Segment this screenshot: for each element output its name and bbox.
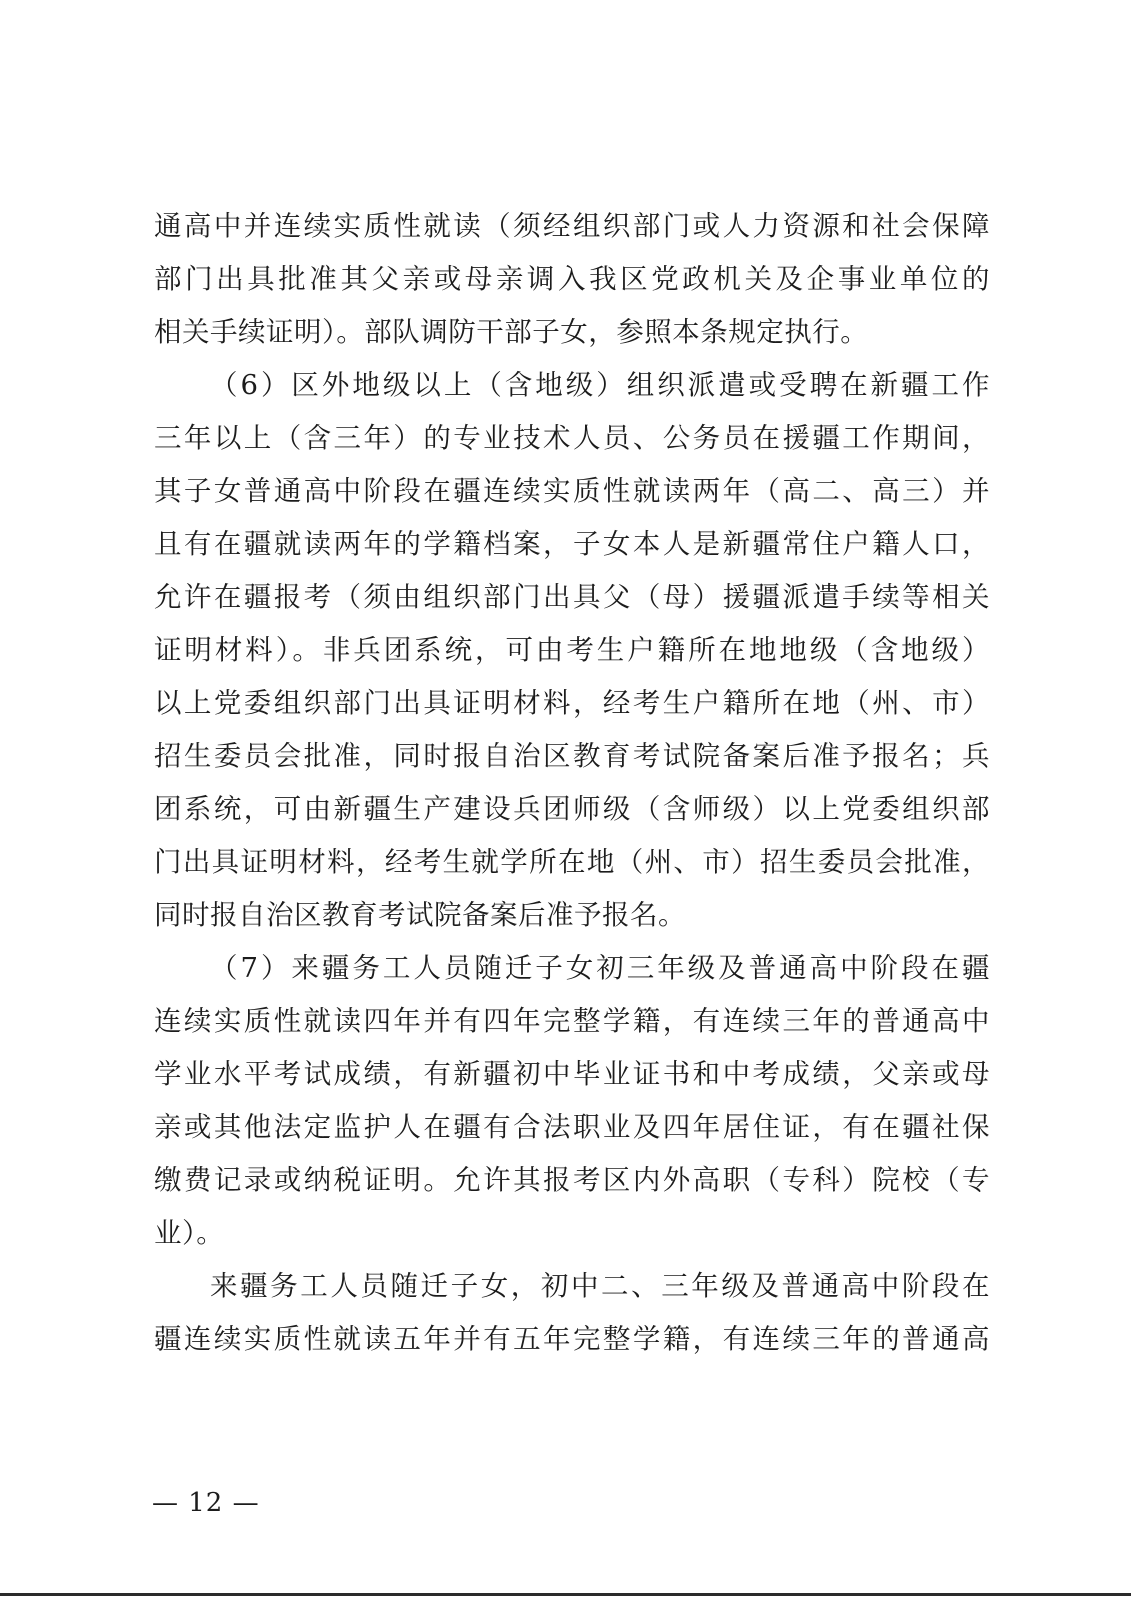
text-line: 三年以上（含三年）的专业技术人员、公务员在援疆工作期间， (154, 422, 990, 454)
text-line: 缴费记录或纳税证明。允许其报考区内外高职（专科）院校（专 (154, 1164, 990, 1196)
text-line: 业）。 (154, 1217, 225, 1249)
paragraph-7-first-line: （7）来疆务工人员随迁子女初三年级及普通高中阶段在疆 (210, 952, 990, 984)
text-line: 以上党委组织部门出具证明材料，经考生户籍所在地（州、市） (154, 687, 990, 719)
text-line: 连续实质性就读四年并有四年完整学籍，有连续三年的普通高中 (154, 1005, 990, 1037)
paragraph-6-first-line: （6）区外地级以上（含地级）组织派遣或受聘在新疆工作 (210, 369, 990, 401)
text-line: 学业水平考试成绩，有新疆初中毕业证书和中考成绩，父亲或母 (154, 1058, 990, 1090)
bottom-divider (0, 1593, 1131, 1596)
text-line: 证明材料）。非兵团系统，可由考生户籍所在地地级（含地级） (154, 634, 990, 666)
text-line: 同时报自治区教育考试院备案后准予报名。 (154, 899, 686, 931)
text-line: 部门出具批准其父亲或母亲调入我区党政机关及企事业单位的 (154, 263, 990, 295)
text-line: 门出具证明材料，经考生就学所在地（州、市）招生委员会批准， (154, 846, 990, 878)
text-line: 亲或其他法定监护人在疆有合法职业及四年居住证，有在疆社保 (154, 1111, 990, 1143)
page-number: — 12 — (152, 1488, 260, 1518)
text-line: 团系统，可由新疆生产建设兵团师级（含师级）以上党委组织部 (154, 793, 990, 825)
text-line: 相关手续证明）。部队调防干部子女，参照本条规定执行。 (154, 316, 869, 348)
text-line: 通高中并连续实质性就读（须经组织部门或人力资源和社会保障 (154, 210, 990, 242)
text-line: 疆连续实质性就读五年并有五年完整学籍，有连续三年的普通高 (154, 1323, 990, 1355)
text-line: 允许在疆报考（须由组织部门出具父（母）援疆派遣手续等相关 (154, 581, 990, 613)
text-line: 且有在疆就读两年的学籍档案，子女本人是新疆常住户籍人口， (154, 528, 990, 560)
text-line: 招生委员会批准，同时报自治区教育考试院备案后准予报名；兵 (154, 740, 990, 772)
paragraph-migrant-first-line: 来疆务工人员随迁子女，初中二、三年级及普通高中阶段在 (210, 1270, 990, 1302)
text-line: 其子女普通高中阶段在疆连续实质性就读两年（高二、高三）并 (154, 475, 990, 507)
